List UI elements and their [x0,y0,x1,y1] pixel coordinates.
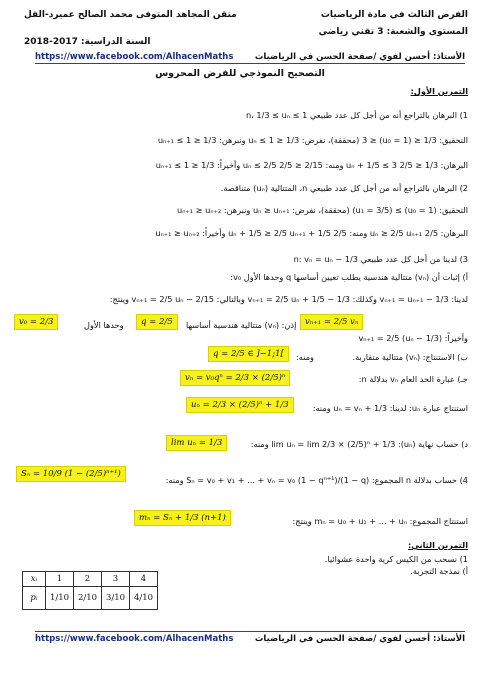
sn-formula-box: Sₙ = 10/9 (1 − (2/5)ⁿ⁺¹) [16,466,126,482]
ex1-line-1: 1) البرهان بالتراجع أنه من أجل كل عدد طبيعي n، 1/3 ≤ uₙ ≤ 1 [245,110,468,120]
ex1-line-4: 2) البرهان بالتراجع أنه من أجل كل عدد طبيعي n، المتتالية (uₙ) متناقصة. [220,183,468,193]
school-name: متقن المجاهد المتوفى محمد الصالح عميرد-القل [24,10,237,20]
ex1-line-2: التحقيق: 1/3 ≤ (u₀ = 1) ≤ 3 (محققة)، نفرض: 1/3 ≤ uₙ ≤ 1 ونبرهن: 1/3 ≤ uₙ₊₁ ≤ 1 [157,135,468,145]
un-formula-box: uₙ = 2/3 × (2/5)ⁿ + 1/3 [186,397,294,413]
ex1-line-6: البرهان: 2/5 uₙ ≥ 2/5 uₙ₊₁ ومنه: 2/5 uₙ + 1/5 ≥ 2/5 uₙ₊₁ + 1/5 وأخيراً: uₙ₊₁ ≥ uₙ₊₂ [155,228,468,238]
probability-table [22,571,158,610]
v0-result-box: v₀ = 2/3 [14,314,58,330]
correction-title: التصحيح النموذجي للفرض المحروس [155,68,325,79]
table-cell: xᵢ [23,572,46,587]
school-year: السنة الدراسية: 2017-2018 [24,37,151,47]
ex1-line-7: 3) لدينا من أجل كل عدد طبيعي n: vₙ = uₙ − 1/3 [293,254,468,264]
header-url-link[interactable]: https://www.facebook.com/AlhacenMaths [35,51,234,62]
ex1-line-9: لدينا: vₙ₊₁ = uₙ₊₁ − 1/3 وكذلك: vₙ₊₁ = 2/5 uₙ + 1/5 − 1/3 وبالتالي: vₙ₊₁ = 2/5 uₙ − 2/15 وينتج: [109,294,468,304]
table-cell: 4 [130,572,158,587]
header-teacher: الأستاذ: أحسن لفوي /صفحة الحسن في الرياضيات [254,51,465,62]
ex1-un-expression-label: استنتاج عبارة uₙ: لدينا: uₙ = vₙ + 1/3 ومنه: [312,403,468,413]
geometric-conclusion: إذن: (vₙ) متتالية هندسية أساسها [186,320,297,330]
limit-box: lim uₙ = 1/3 [166,435,227,451]
first-term-label: وحدها الأول [84,320,124,330]
table-cell: 2 [74,572,102,587]
table-row [23,572,158,587]
footer-url-link[interactable]: https://www.facebook.com/AlhacenMaths [35,634,234,644]
header-url-bar [35,50,465,64]
table-cell: 3 [102,572,130,587]
q-interval-box: q = 2/5 ∈ ]−1;1[ [208,346,289,362]
level-label: المستوى والشعبة: 3 تقني رياضي [318,27,468,37]
vn-formula-box: vₙ = v₀qⁿ = 2/3 × (2/5)ⁿ [180,370,290,386]
ratio-q-box: q = 2/5 [136,314,178,330]
ex1-limit-line: د) حساب نهاية (uₙ): lim uₙ = lim 2/3 × (2/5)ⁿ + 1/3 ومنه: [250,439,468,449]
ex2-line-1: 1) نسحب من الكيس كرية واحدة عشوائيا. [324,554,468,564]
exam-title: الفرض الثالث في مادة الرياضيات [320,10,468,20]
ex1-sum-line: 4) حساب بدلالة n المجموع: Sₙ = v₀ + v₁ + ... + vₙ = v₀ (1 − qⁿ⁺¹)/(1 − q) ومنه: [165,475,468,485]
ex1-line-8: أ) إثبات أن (vₙ) متتالية هندسية يطلب تعيين أساسها q وحدها الأول v₀: [230,272,468,282]
table-cell: 1 [46,572,74,587]
ex2-line-2: أ) نمذجة التجربة. [410,566,468,576]
table-row [23,587,158,610]
footer-bar [35,631,465,646]
mn-formula-box: mₙ = Sₙ + 1/3 (n+1) [134,510,231,526]
ex1-mn-line: استنتاج المجموع: mₙ = u₀ + u₁ + ... + uₙ وينتج: [292,516,468,526]
table-cell: 1/10 [46,587,74,610]
exercise-2-heading: التمرين الثاني: [407,540,468,550]
ex1-line-5: التحقيق: (u₀ = 1) ≥ (u₁ = 3/5) (محققة)، نفرض: uₙ ≥ uₙ₊₁ ونبرهن: uₙ₊₁ ≥ uₙ₊₂ [177,205,468,215]
footer-teacher: الأستاذ: أحسن لفوي /صفحة الحسن في الرياضيات [254,634,465,644]
ex1-general-term-label: جـ) عبارة الحد العام vₙ بدلالة n: [358,374,468,384]
exercise-1-heading: التمرين الأول: [410,86,468,96]
ex1-line-3: البرهان: 1/3 ≤ 2/5 uₙ + 1/5 ≤ 3 ومنه: 2/15 ≤ 2/5 uₙ ≤ 2/5 وأخيراً: 1/3 ≤ uₙ₊₁ ≤ 1 [155,160,468,170]
ex1-finally-line: وأخيراً: vₙ₊₁ = 2/5 (uₙ − 1/3) [358,333,468,343]
table-cell: 4/10 [130,587,158,610]
recurrence-v-box: vₙ₊₁ = 2/5 vₙ [300,314,363,330]
table-cell: 2/10 [74,587,102,610]
table-cell: pᵢ [23,587,46,610]
ex1-convergence: ب) الاستنتاج: (vₙ) متتالية متقاربة. [352,352,468,362]
table-cell: 3/10 [102,587,130,610]
ex1-and-so: ومنه: [296,352,314,362]
